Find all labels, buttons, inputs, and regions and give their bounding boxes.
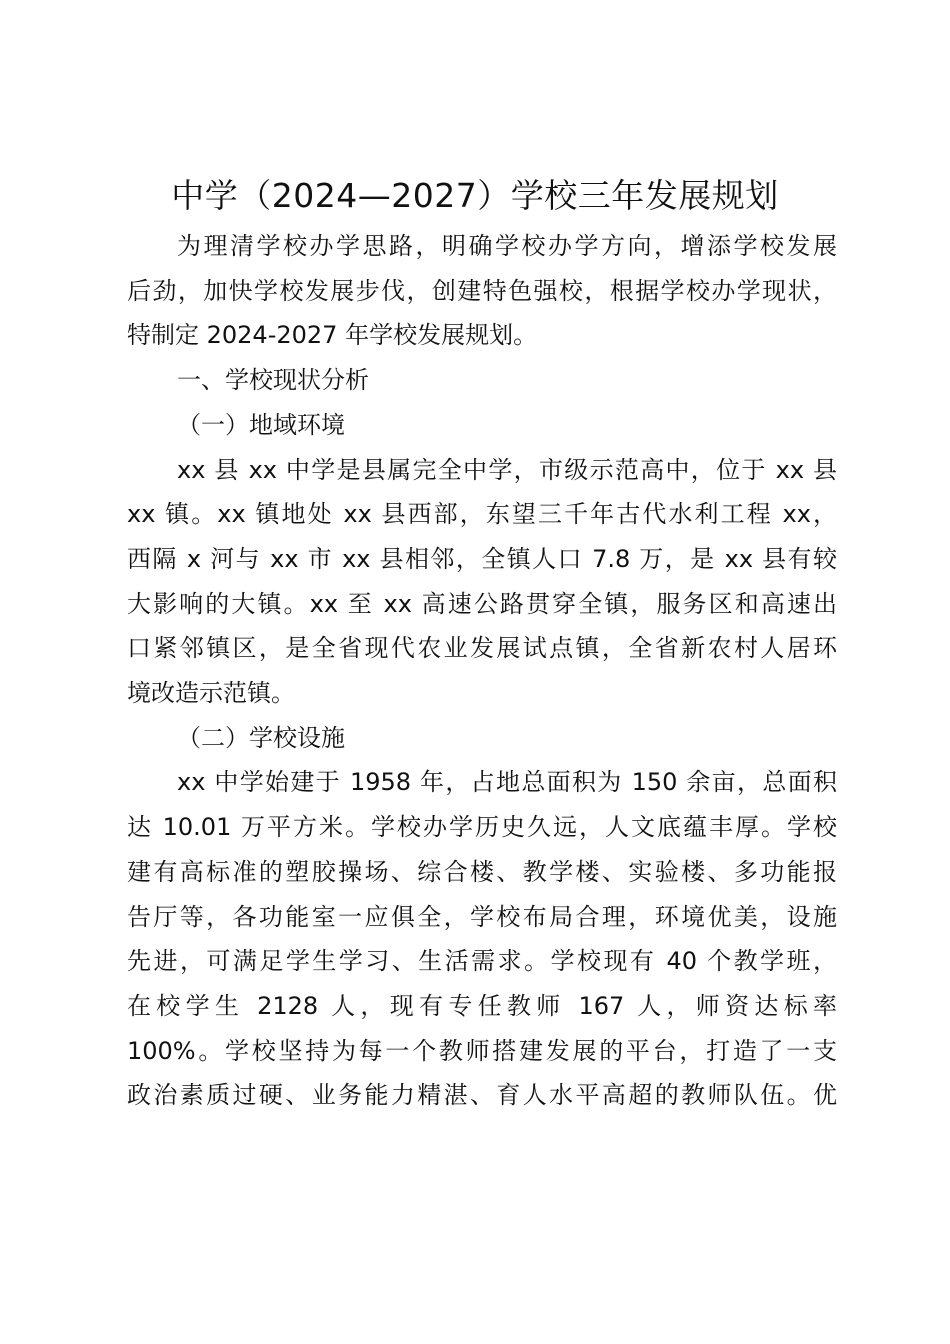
paragraph-line: 口紧邻镇区，是全省现代农业发展试点镇，全省新农村人居环 <box>127 634 837 663</box>
paragraph-line: 特制定 2024-2027 年学校发展规划。 <box>127 321 538 350</box>
document-title: 中学（2024—2027）学校三年发展规划 <box>171 176 779 215</box>
paragraph-line: 为理清学校办学思路，明确学校办学方向，增添学校发展 <box>177 232 837 260</box>
section-heading: 一、学校现状分析 <box>177 366 369 395</box>
paragraph-line: 大影响的大镇。xx 至 xx 高速公路贯穿全镇，服务区和高速出 <box>127 589 837 618</box>
paragraph-line: 建有高标准的塑胶操场、综合楼、教学楼、实验楼、多功能报 <box>127 857 837 886</box>
paragraph-line: 100%。学校坚持为每一个教师搭建发展的平台，打造了一支 <box>127 1036 837 1065</box>
intro-paragraph <box>127 224 837 358</box>
paragraph-line: xx 县 xx 中学是县属完全中学，市级示范高中，位于 xx 县 <box>177 455 837 484</box>
paragraph-line: 先进，可满足学生学习、生活需求。学校现有 40 个教学班， <box>127 947 837 976</box>
paragraph-line: 后劲，加快学校发展步伐，创建特色强校，根据学校办学现状， <box>127 276 837 305</box>
paragraph-line: 在校学生 2128 人，现有专任教师 167 人，师资达标率 <box>127 991 837 1020</box>
document-body <box>127 224 837 1118</box>
paragraph-line: xx 镇。xx 镇地处 xx 县西部，东望三千年古代水利工程 xx， <box>127 500 837 529</box>
paragraph-line: 达 10.01 万平方米。学校办学历史久远，人文底蕴丰厚。学校 <box>127 813 837 842</box>
subsection-heading: （二）学校设施 <box>177 723 345 752</box>
paragraph-line: 境改造示范镇。 <box>127 679 295 708</box>
paragraph-line: 政治素质过硬、业务能力精湛、育人水平高超的教师队伍。优 <box>127 1081 837 1110</box>
subsection-heading: （一）地域环境 <box>177 410 345 439</box>
region-paragraph <box>127 448 837 716</box>
paragraph-line: 告厅等，各功能室一应俱全，学校布局合理，环境优美，设施 <box>127 902 837 931</box>
paragraph-line: xx 中学始建于 1958 年，占地总面积为 150 余亩，总面积 <box>177 768 837 797</box>
facilities-paragraph <box>127 760 837 1118</box>
paragraph-line: 西隔 x 河与 xx 市 xx 县相邻，全镇人口 7.8 万，是 xx 县有较 <box>127 544 837 573</box>
